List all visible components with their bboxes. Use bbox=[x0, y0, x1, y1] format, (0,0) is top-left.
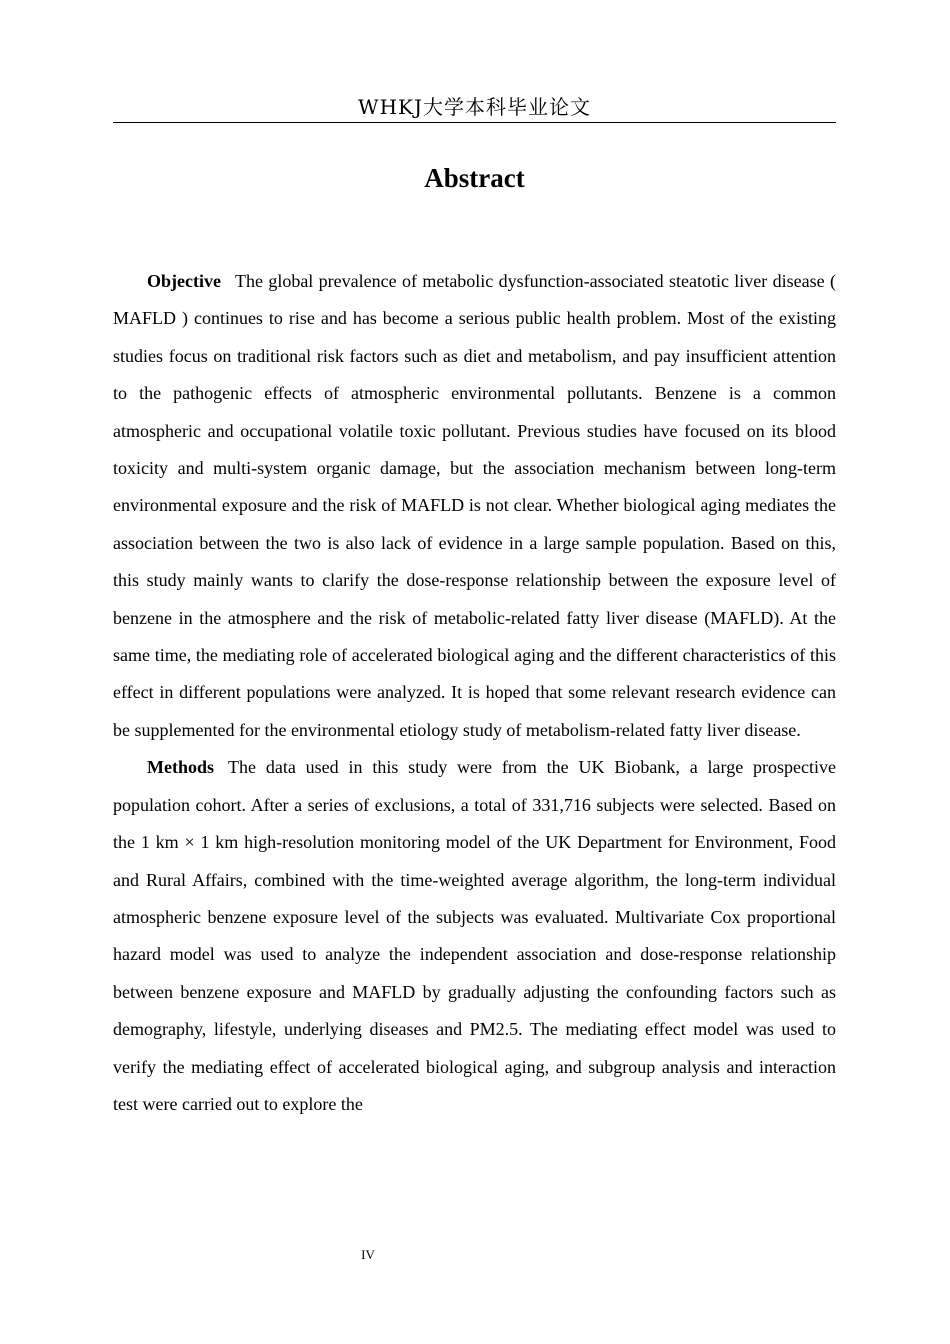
objective-paragraph bbox=[113, 263, 836, 749]
objective-text: The global prevalence of metabolic dysfunction-associated steatotic liver disease ( MAFLD ) continues to rise and has become a serious public health problem. Most of the existing studies focus on traditional risk factors such as diet and metabolism, and pay insufficient attention to the pathogenic effects of atmospheric environmental pollutants. Benzene is a common atmospheric and occupational volatile toxic pollutant. Previous studies have focused on its blood toxicity and multi-system organic damage, but the association mechanism between long-term environmental exposure and the risk of MAFLD is not clear. Whether biological aging mediates the association between the two is also lack of evidence in a large sample population. Based on this, this study mainly wants to clarify the dose-response relationship between the exposure level of benzene in the atmosphere and the risk of metabolic-related fatty liver disease (MAFLD). At the same time, the mediating role of accelerated biological aging and the different characteristics of this effect in different populations were analyzed. It is hoped that some relevant research evidence can be supplemented for the environmental etiology study of metabolism-related fatty liver disease. bbox=[113, 271, 836, 740]
abstract-body bbox=[113, 263, 836, 1123]
methods-paragraph bbox=[113, 749, 836, 1123]
running-header: WHKJ大学本科毕业论文 bbox=[113, 92, 836, 123]
abstract-title: Abstract bbox=[424, 163, 525, 193]
objective-label: Objective bbox=[147, 271, 221, 291]
methods-text: The data used in this study were from the UK Biobank, a large prospective population cohort. After a series of exclusions, a total of 331,716 subjects were selected. Based on the 1 km × 1 km high-resolution monitoring model of the UK Department for Environment, Food and Rural Affairs, combined with the time-weighted average algorithm, the long-term individual atmospheric benzene exposure level of the subjects was evaluated. Multivariate Cox proportional hazard model was used to analyze the independent association and dose-response relationship between benzene exposure and MAFLD by gradually adjusting the confounding factors such as demography, lifestyle, underlying diseases and PM2.5. The mediating effect model was used to verify the mediating effect of accelerated biological aging, and subgroup analysis and interaction test were carried out to explore the bbox=[113, 757, 836, 1114]
page-number: IV bbox=[361, 1247, 375, 1262]
methods-label: Methods bbox=[147, 757, 214, 778]
